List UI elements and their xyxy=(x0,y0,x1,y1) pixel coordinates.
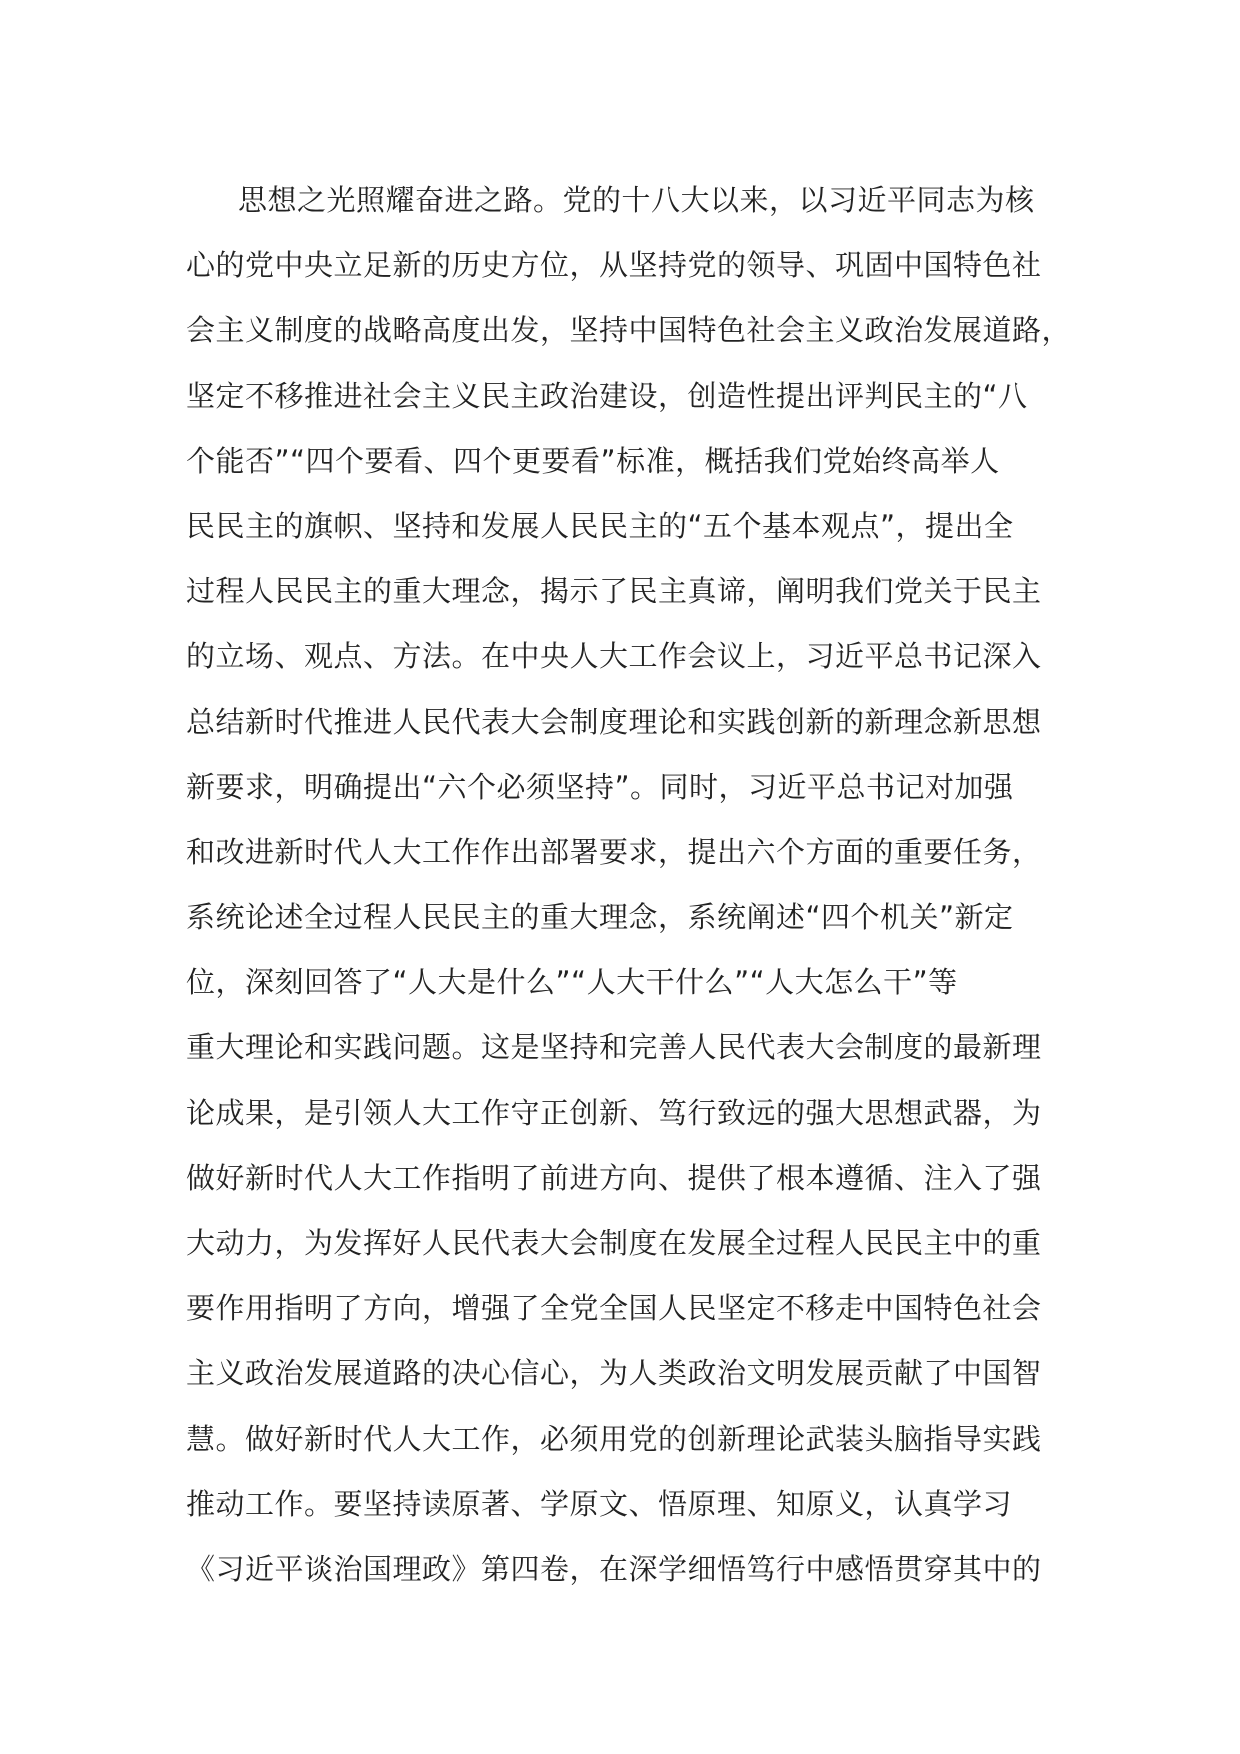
paragraph-line: 会主义制度的战略高度出发，坚持中国特色社会主义政治发展道路， xyxy=(186,313,1072,348)
paragraph-line: 新要求，明确提出“六个必须坚持”。同时，习近平总书记对加强 xyxy=(186,769,1014,804)
paragraph-line: 论成果，是引领人大工作守正创新、笃行致远的强大思想武器，为 xyxy=(186,1095,1042,1130)
paragraph-line: 慧。做好新时代人大工作，必须用党的创新理论武装头脑指导实践 xyxy=(186,1421,1042,1456)
paragraph-line: 和改进新时代人大工作作出部署要求，提出六个方面的重要任务， xyxy=(186,834,1042,869)
paragraph-line: 系统论述全过程人民民主的重大理念，系统阐述“四个机关”新定 xyxy=(186,900,1014,935)
paragraph-line: 的立场、观点、方法。在中央人大工作会议上，习近平总书记深入 xyxy=(186,639,1042,674)
paragraph-line: 《习近平谈治国理政》第四卷，在深学细悟笃行中感悟贯穿其中的 xyxy=(186,1551,1042,1586)
paragraph-line: 过程人民民主的重大理念，揭示了民主真谛，阐明我们党关于民主 xyxy=(186,574,1042,609)
paragraph-line: 个能否”“四个要看、四个更要看”标准，概括我们党始终高举人 xyxy=(186,443,1000,478)
paragraph-line: 思想之光照耀奋进之路。党的十八大以来，以习近平同志为核 xyxy=(238,183,1035,217)
body-paragraph xyxy=(186,168,1072,1602)
paragraph-line: 坚定不移推进社会主义民主政治建设，创造性提出评判民主的“八 xyxy=(186,378,1028,413)
paragraph-line: 民民主的旗帜、坚持和发展人民民主的“五个基本观点”，提出全 xyxy=(186,508,1014,543)
paragraph-line: 要作用指明了方向，增强了全党全国人民坚定不移走中国特色社会 xyxy=(186,1291,1042,1326)
paragraph-line: 推动工作。要坚持读原著、学原文、悟原理、知原义，认真学习 xyxy=(186,1486,1013,1521)
paragraph-line: 总结新时代推进人民代表大会制度理论和实践创新的新理念新思想 xyxy=(186,704,1042,739)
paragraph-line: 做好新时代人大工作指明了前进方向、提供了根本遵循、注入了强 xyxy=(186,1160,1042,1195)
paragraph-line: 主义政治发展道路的决心信心，为人类政治文明发展贡献了中国智 xyxy=(186,1356,1042,1391)
paragraph-line: 重大理论和实践问题。这是坚持和完善人民代表大会制度的最新理 xyxy=(186,1030,1042,1065)
paragraph-line: 位，深刻回答了“人大是什么”“人大干什么”“人大怎么干”等 xyxy=(186,965,958,1000)
paragraph-line: 大动力，为发挥好人民代表大会制度在发展全过程人民民主中的重 xyxy=(186,1226,1042,1260)
paragraph-line: 心的党中央立足新的历史方位，从坚持党的领导、巩固中国特色社 xyxy=(186,248,1042,283)
